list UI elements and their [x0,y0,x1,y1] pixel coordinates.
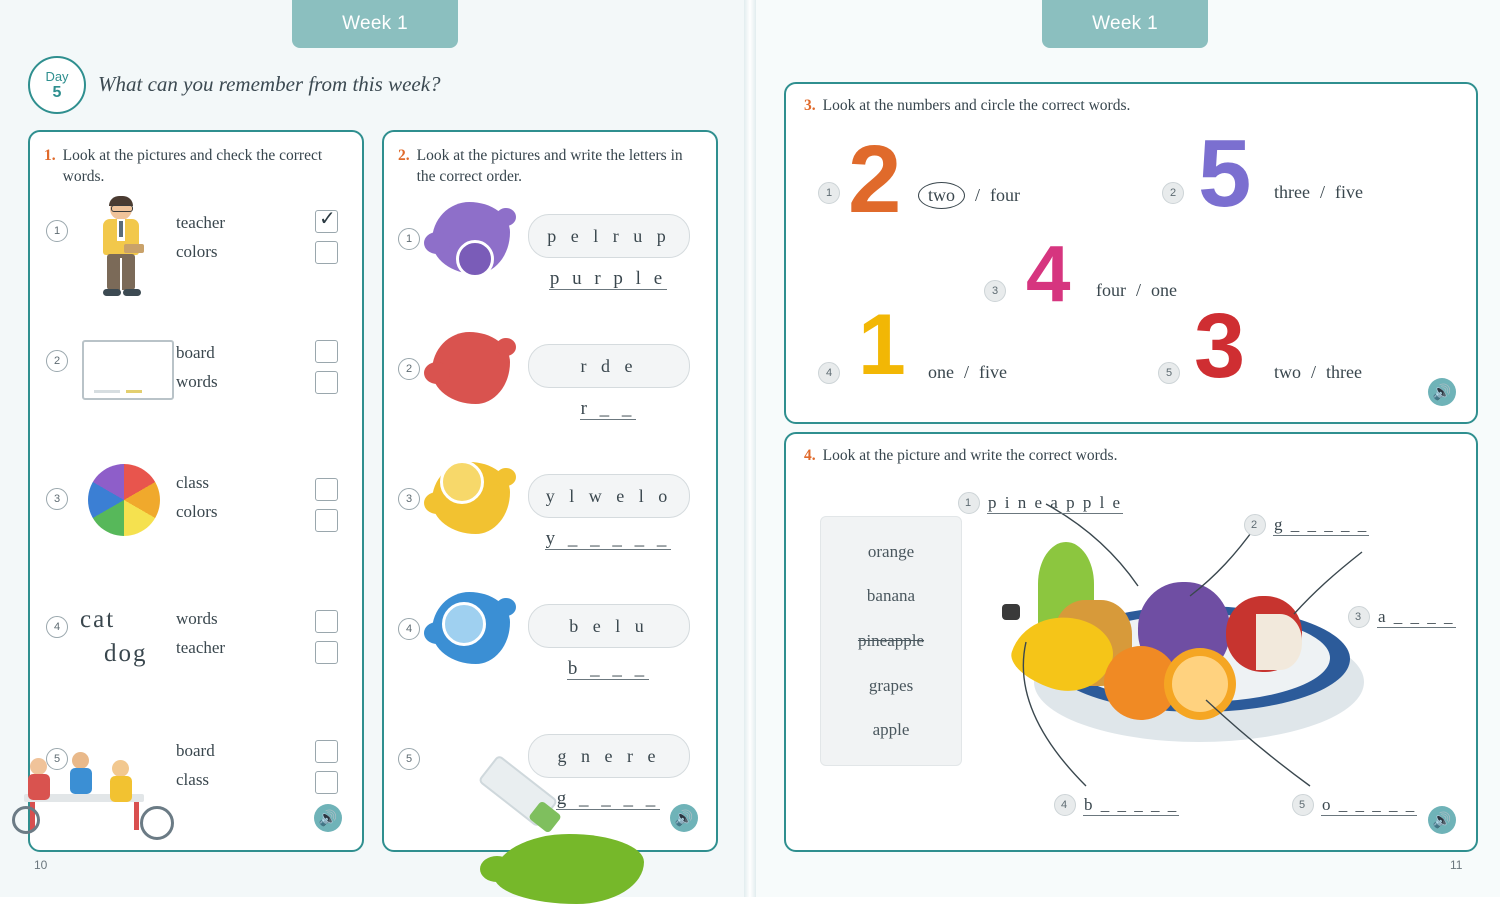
classroom-kids-art [10,742,170,842]
option[interactable]: five [979,362,1007,382]
answer-line[interactable] [528,528,688,550]
checkbox[interactable] [315,509,338,532]
paint-splat-icon [426,324,522,428]
checkbox[interactable] [315,641,338,664]
answer-options [928,362,1007,383]
list-item [984,280,1006,302]
list-item [1162,182,1184,204]
option[interactable]: three [1274,182,1310,202]
item-number: 1 [398,228,420,250]
checkbox[interactable] [315,241,338,264]
option-label: teacher [176,213,226,232]
option-labels [176,590,225,662]
day-label: Day [45,68,69,84]
item-number: 2 [46,350,68,372]
item-number: 1 [958,492,980,514]
checkbox[interactable] [315,210,338,233]
answer-text: g _ _ _ _ [556,788,660,809]
checkbox-group [315,610,338,672]
checkbox[interactable] [315,740,338,763]
option-label: words [176,372,218,391]
exercise-4-number: 4. [804,447,816,464]
page-title: What can you remember from this week? [98,72,441,96]
list-item [46,590,346,702]
option[interactable]: two [1274,362,1301,382]
list-item [46,324,346,436]
option-label: teacher [176,638,226,657]
big-digit-4: 4 [1026,229,1071,318]
option-labels [176,454,218,526]
answer-label[interactable] [1244,514,1369,536]
page-number-left: 10 [34,858,48,872]
item-number: 4 [818,362,840,384]
list-item [398,454,702,582]
day-number: 5 [52,83,62,101]
answer-text: a _ _ _ _ [1378,606,1455,626]
answer-label[interactable] [1292,794,1417,816]
exercise-2-number: 2. [398,147,410,164]
list-item [398,584,702,712]
answer-options [1274,182,1363,203]
color-wheel-illustration [76,454,164,558]
answer-line[interactable] [528,398,688,420]
word-bank-item[interactable]: banana [866,586,916,606]
option-separator: / [964,362,970,382]
teacher-illustration [76,194,164,298]
answer-label[interactable] [1054,794,1179,816]
option[interactable]: three [1326,362,1362,382]
checkbox[interactable] [315,610,338,633]
option-separator: / [1319,182,1325,202]
word-bank-item[interactable]: grapes [868,675,914,695]
exercise-3-heading [804,96,1444,117]
list-item [818,362,840,384]
item-number: 2 [1244,514,1266,536]
word-bank-item-used[interactable]: pineapple [857,630,925,650]
item-number: 5 [1158,362,1180,384]
leader-lines [786,434,1476,850]
handwritten-word: dog [104,640,148,667]
item-number: 2 [398,358,420,380]
option-labels [176,722,215,794]
option-label: colors [176,242,218,261]
list-item [46,194,346,306]
audio-icon[interactable]: 🔊 [1428,378,1456,406]
week-tab-right: Week 1 [1042,0,1208,48]
option-label: colors [176,502,218,521]
word-bank-item[interactable]: orange [867,541,915,561]
item-number: 4 [46,616,68,638]
option-label: board [176,343,215,362]
page-number-right: 11 [1450,858,1463,872]
audio-icon[interactable]: 🔊 [314,804,342,832]
item-number: 5 [46,748,68,770]
exercise-2-instruction: Look at the pictures and write the letters in the correct order. [416,147,683,185]
answer-text: g _ _ _ _ _ [1274,514,1369,534]
paint-splat-icon [426,584,522,688]
checkbox-group [315,340,338,402]
audio-icon[interactable]: 🔊 [1428,806,1456,834]
checkbox[interactable] [315,478,338,501]
exercise-1-number: 1. [44,147,56,164]
option-label: class [176,770,210,789]
answer-options [1274,362,1362,383]
list-item [818,182,840,204]
item-number: 1 [818,182,840,204]
paint-splat-icon [426,194,522,298]
big-digit-5: 5 [1198,120,1252,227]
list-item [398,324,702,452]
option-label: board [176,741,215,760]
big-digit-1: 1 [858,297,906,393]
answer-text: b _ _ _ _ _ [1084,794,1179,814]
option-circled[interactable]: two [918,182,965,209]
item-number: 3 [46,488,68,510]
answer-line[interactable] [528,268,688,290]
item-number: 2 [1162,182,1184,204]
answer-line[interactable] [528,658,688,680]
option-separator: / [1136,280,1142,300]
paint-splat-icon [426,454,522,558]
exercise-1-heading [44,146,344,188]
answer-label[interactable] [958,492,1123,514]
letter-jumble: r d e [528,344,690,388]
week-tab-left: Week 1 [292,0,458,48]
check-icon: ✓ [319,208,336,230]
list-item [398,194,702,322]
option-label: class [176,473,210,492]
exercise-2-heading [398,146,698,188]
letter-jumble: p e l r u p [528,214,690,258]
answer-text: p u r p l e [549,268,667,289]
item-number: 1 [46,220,68,242]
item-number: 4 [398,618,420,640]
answer-label[interactable] [1348,606,1456,628]
option[interactable]: four [990,185,1021,205]
audio-icon[interactable]: 🔊 [670,804,698,832]
option-separator: / [975,185,981,205]
letter-jumble: g n e r e [528,734,690,778]
exercise-1-instruction: Look at the pictures and check the correct words. [62,147,323,185]
answer-text: r _ _ [580,398,636,419]
answer-text: o _ _ _ _ _ [1322,794,1417,814]
checkbox[interactable] [315,340,338,363]
exercise-4-instruction: Look at the picture and write the correct words. [822,447,1118,464]
item-number: 3 [398,488,420,510]
item-number: 4 [1054,794,1076,816]
big-digit-2: 2 [848,126,902,233]
book-spine [744,0,756,897]
checkbox[interactable] [315,371,338,394]
checkbox[interactable] [315,771,338,794]
handwritten-words-illustration [76,590,164,694]
checkbox-group [315,740,338,802]
handwritten-word: cat [80,606,116,633]
option-label: words [176,609,218,628]
exercise-4-card [784,432,1478,852]
day-badge [28,56,86,114]
answer-options [1096,280,1177,301]
answer-text: b _ _ _ [567,658,649,679]
option-separator: / [1311,362,1317,382]
item-number: 5 [1292,794,1314,816]
exercise-2-card [382,130,718,852]
option[interactable]: five [1335,182,1363,202]
checkbox-group [315,478,338,540]
exercise-3-number: 3. [804,97,816,114]
item-number: 3 [984,280,1006,302]
option[interactable]: one [928,362,954,382]
option-labels [176,194,225,266]
list-item [46,454,346,566]
item-number: 3 [1348,606,1370,628]
answer-text: y _ _ _ _ _ [545,528,671,549]
option[interactable]: four [1096,280,1126,300]
answer-options [918,182,1020,209]
answer-text: p i n e a p p l e [988,492,1123,512]
exercise-3-card [784,82,1478,424]
big-digit-3: 3 [1194,295,1246,397]
whiteboard-illustration [76,324,164,428]
option-labels [176,324,218,396]
exercise-3-instruction: Look at the numbers and circle the correct words. [822,97,1131,114]
option[interactable]: one [1151,280,1178,300]
letter-jumble: y l w e l o [528,474,690,518]
checkbox-group [315,210,338,272]
list-item [1158,362,1180,384]
letter-jumble: b e l u [528,604,690,648]
item-number: 5 [398,748,420,770]
word-bank-item[interactable]: apple [872,720,910,740]
